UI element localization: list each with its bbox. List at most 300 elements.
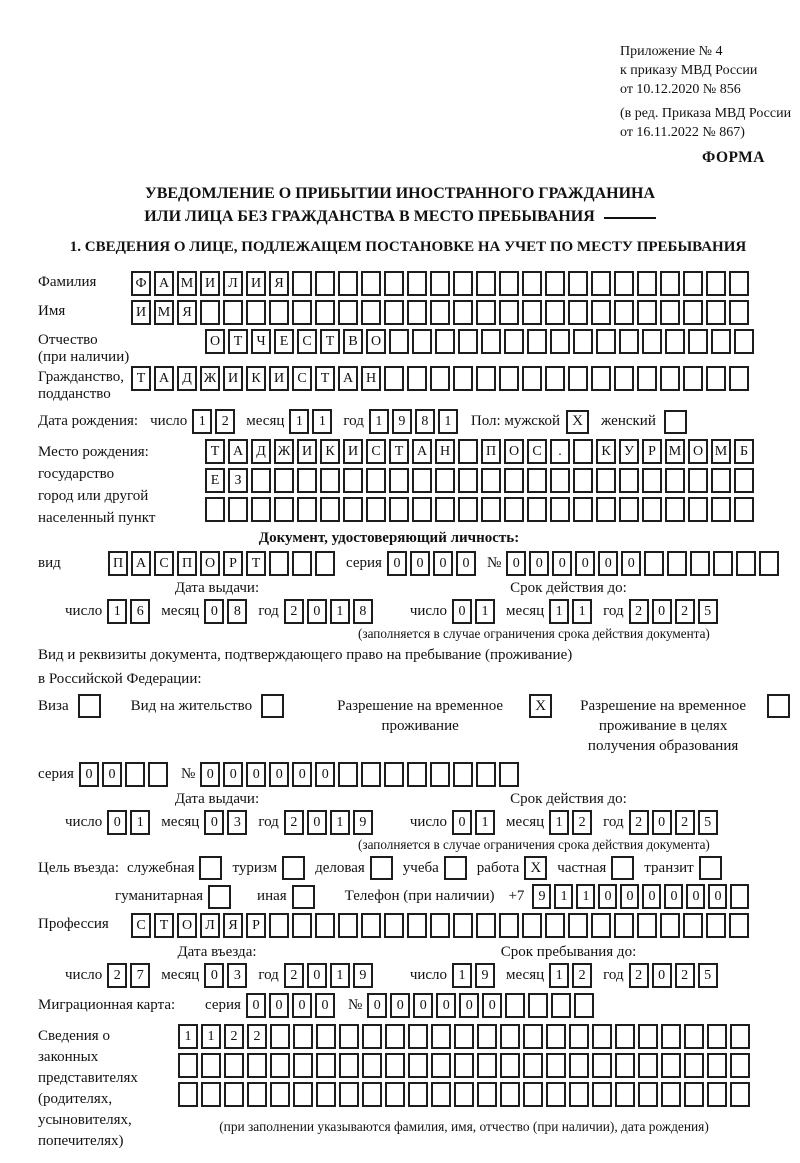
char-cell[interactable]	[569, 1024, 589, 1049]
char-cell[interactable]	[269, 300, 289, 325]
char-cell[interactable]	[707, 1053, 727, 1078]
char-cell[interactable]: 0	[456, 551, 476, 576]
char-cell[interactable]: М	[711, 439, 731, 464]
char-cell[interactable]	[269, 913, 289, 938]
char-cell[interactable]: К	[320, 439, 340, 464]
char-cell[interactable]	[477, 1082, 497, 1107]
char-cell[interactable]: Ч	[251, 329, 271, 354]
char-cell[interactable]	[293, 1082, 313, 1107]
char-cell[interactable]: Т	[246, 551, 266, 576]
char-cell[interactable]: А	[338, 366, 358, 391]
char-cell[interactable]: 0	[246, 762, 266, 787]
char-cell[interactable]	[453, 913, 473, 938]
char-cell[interactable]	[660, 913, 680, 938]
char-cell[interactable]	[569, 1082, 589, 1107]
char-cell[interactable]	[412, 329, 432, 354]
char-cell[interactable]	[407, 300, 427, 325]
char-cell[interactable]	[431, 1053, 451, 1078]
char-cell[interactable]	[637, 913, 657, 938]
char-cell[interactable]: 1	[475, 810, 495, 835]
char-cell[interactable]: 2	[675, 810, 695, 835]
char-cell[interactable]	[458, 468, 478, 493]
char-cell[interactable]: 1	[576, 884, 595, 909]
char-cell[interactable]	[362, 1053, 382, 1078]
char-cell[interactable]	[366, 468, 386, 493]
char-cell[interactable]: 0	[367, 993, 387, 1018]
char-cell[interactable]: 0	[307, 810, 327, 835]
char-cell[interactable]	[338, 271, 358, 296]
char-cell[interactable]: Н	[435, 439, 455, 464]
purpose-transit-checkbox[interactable]	[699, 856, 722, 880]
char-cell[interactable]: Я	[269, 271, 289, 296]
char-cell[interactable]	[527, 468, 547, 493]
char-cell[interactable]	[454, 1082, 474, 1107]
char-cell[interactable]	[361, 271, 381, 296]
char-cell[interactable]	[711, 329, 731, 354]
char-cell[interactable]	[523, 1082, 543, 1107]
char-cell[interactable]: 9	[475, 963, 495, 988]
char-cell[interactable]	[729, 271, 749, 296]
char-cell[interactable]: 0	[433, 551, 453, 576]
char-cell[interactable]	[545, 300, 565, 325]
char-cell[interactable]	[384, 913, 404, 938]
char-cell[interactable]	[458, 497, 478, 522]
char-cell[interactable]: М	[665, 439, 685, 464]
char-cell[interactable]: Н	[361, 366, 381, 391]
char-cell[interactable]: 9	[532, 884, 551, 909]
char-cell[interactable]	[500, 1053, 520, 1078]
char-cell[interactable]: О	[688, 439, 708, 464]
char-cell[interactable]: 0	[652, 599, 672, 624]
char-cell[interactable]: Л	[200, 913, 220, 938]
char-cell[interactable]	[362, 1082, 382, 1107]
char-cell[interactable]: И	[343, 439, 363, 464]
char-cell[interactable]: 2	[629, 599, 649, 624]
char-cell[interactable]	[412, 468, 432, 493]
char-cell[interactable]	[637, 366, 657, 391]
char-cell[interactable]	[638, 1024, 658, 1049]
char-cell[interactable]	[292, 300, 312, 325]
char-cell[interactable]	[453, 762, 473, 787]
char-cell[interactable]: 0	[307, 963, 327, 988]
char-cell[interactable]	[385, 1082, 405, 1107]
char-cell[interactable]	[453, 366, 473, 391]
char-cell[interactable]	[729, 300, 749, 325]
char-cell[interactable]	[343, 468, 363, 493]
char-cell[interactable]	[711, 468, 731, 493]
char-cell[interactable]: О	[504, 439, 524, 464]
char-cell[interactable]	[453, 300, 473, 325]
char-cell[interactable]: 7	[130, 963, 150, 988]
char-cell[interactable]	[550, 468, 570, 493]
char-cell[interactable]	[573, 439, 593, 464]
char-cell[interactable]: 0	[708, 884, 727, 909]
char-cell[interactable]	[269, 551, 289, 576]
char-cell[interactable]: О	[177, 913, 197, 938]
char-cell[interactable]	[407, 762, 427, 787]
char-cell[interactable]	[713, 551, 733, 576]
char-cell[interactable]: 1	[192, 409, 212, 434]
char-cell[interactable]	[178, 1053, 198, 1078]
char-cell[interactable]: Д	[177, 366, 197, 391]
char-cell[interactable]	[614, 300, 634, 325]
char-cell[interactable]	[270, 1082, 290, 1107]
char-cell[interactable]: Я	[223, 913, 243, 938]
char-cell[interactable]	[320, 468, 340, 493]
char-cell[interactable]: 1	[475, 599, 495, 624]
char-cell[interactable]: 1	[312, 409, 332, 434]
char-cell[interactable]: 1	[289, 409, 309, 434]
char-cell[interactable]: 2	[247, 1024, 267, 1049]
char-cell[interactable]	[315, 551, 335, 576]
char-cell[interactable]	[707, 1082, 727, 1107]
char-cell[interactable]	[477, 1024, 497, 1049]
char-cell[interactable]	[293, 1053, 313, 1078]
char-cell[interactable]	[251, 468, 271, 493]
char-cell[interactable]: 1	[330, 810, 350, 835]
char-cell[interactable]	[148, 762, 168, 787]
char-cell[interactable]	[729, 366, 749, 391]
char-cell[interactable]: Т	[389, 439, 409, 464]
char-cell[interactable]: 0	[269, 993, 289, 1018]
char-cell[interactable]: 0	[459, 993, 479, 1018]
char-cell[interactable]	[642, 329, 662, 354]
char-cell[interactable]	[759, 551, 779, 576]
char-cell[interactable]	[431, 1082, 451, 1107]
purpose-private-checkbox[interactable]	[611, 856, 634, 880]
char-cell[interactable]: 1	[452, 963, 472, 988]
visa-checkbox[interactable]	[78, 694, 101, 718]
char-cell[interactable]	[315, 913, 335, 938]
char-cell[interactable]	[338, 762, 358, 787]
char-cell[interactable]	[407, 271, 427, 296]
char-cell[interactable]	[591, 300, 611, 325]
char-cell[interactable]: 2	[629, 963, 649, 988]
purpose-humanitarian-checkbox[interactable]	[208, 885, 231, 909]
char-cell[interactable]: С	[527, 439, 547, 464]
char-cell[interactable]: 1	[549, 810, 569, 835]
char-cell[interactable]: 1	[549, 963, 569, 988]
char-cell[interactable]: И	[297, 439, 317, 464]
char-cell[interactable]	[454, 1024, 474, 1049]
char-cell[interactable]	[315, 271, 335, 296]
char-cell[interactable]	[665, 497, 685, 522]
purpose-tourism-checkbox[interactable]	[282, 856, 305, 880]
char-cell[interactable]: И	[200, 271, 220, 296]
char-cell[interactable]	[661, 1082, 681, 1107]
char-cell[interactable]: 0	[552, 551, 572, 576]
char-cell[interactable]: Л	[223, 271, 243, 296]
char-cell[interactable]: 0	[107, 810, 127, 835]
char-cell[interactable]	[453, 271, 473, 296]
char-cell[interactable]	[200, 300, 220, 325]
char-cell[interactable]	[711, 497, 731, 522]
char-cell[interactable]: Ж	[200, 366, 220, 391]
char-cell[interactable]	[730, 1082, 750, 1107]
purpose-business-checkbox[interactable]	[370, 856, 393, 880]
char-cell[interactable]: Е	[205, 468, 225, 493]
char-cell[interactable]	[615, 1053, 635, 1078]
char-cell[interactable]	[546, 1053, 566, 1078]
char-cell[interactable]	[596, 329, 616, 354]
char-cell[interactable]	[568, 271, 588, 296]
char-cell[interactable]	[316, 1024, 336, 1049]
char-cell[interactable]: 0	[204, 963, 224, 988]
char-cell[interactable]	[339, 1053, 359, 1078]
char-cell[interactable]: 0	[652, 810, 672, 835]
char-cell[interactable]	[527, 497, 547, 522]
char-cell[interactable]	[660, 271, 680, 296]
char-cell[interactable]	[665, 468, 685, 493]
char-cell[interactable]: 0	[620, 884, 639, 909]
char-cell[interactable]: 0	[652, 963, 672, 988]
char-cell[interactable]	[592, 1024, 612, 1049]
char-cell[interactable]	[385, 1024, 405, 1049]
char-cell[interactable]	[734, 329, 754, 354]
purpose-study-checkbox[interactable]	[444, 856, 467, 880]
char-cell[interactable]	[707, 1024, 727, 1049]
temp-residence-checkbox[interactable]: X	[529, 694, 552, 718]
char-cell[interactable]	[339, 1082, 359, 1107]
char-cell[interactable]	[596, 497, 616, 522]
char-cell[interactable]: М	[177, 271, 197, 296]
char-cell[interactable]: 9	[353, 963, 373, 988]
char-cell[interactable]: С	[292, 366, 312, 391]
char-cell[interactable]: 1	[438, 409, 458, 434]
char-cell[interactable]	[683, 271, 703, 296]
char-cell[interactable]: 1	[549, 599, 569, 624]
char-cell[interactable]	[504, 468, 524, 493]
char-cell[interactable]: 0	[452, 810, 472, 835]
char-cell[interactable]	[706, 913, 726, 938]
char-cell[interactable]: Т	[154, 913, 174, 938]
char-cell[interactable]: 1	[330, 963, 350, 988]
char-cell[interactable]	[706, 271, 726, 296]
char-cell[interactable]: 2	[215, 409, 235, 434]
char-cell[interactable]	[527, 329, 547, 354]
char-cell[interactable]	[430, 913, 450, 938]
char-cell[interactable]	[730, 1024, 750, 1049]
char-cell[interactable]: Т	[320, 329, 340, 354]
char-cell[interactable]: 6	[130, 599, 150, 624]
char-cell[interactable]: 0	[390, 993, 410, 1018]
char-cell[interactable]: С	[154, 551, 174, 576]
char-cell[interactable]: Р	[223, 551, 243, 576]
char-cell[interactable]	[734, 468, 754, 493]
char-cell[interactable]: 5	[698, 810, 718, 835]
char-cell[interactable]	[684, 1024, 704, 1049]
char-cell[interactable]: 0	[200, 762, 220, 787]
char-cell[interactable]	[637, 300, 657, 325]
char-cell[interactable]	[476, 300, 496, 325]
char-cell[interactable]	[292, 551, 312, 576]
char-cell[interactable]: 2	[284, 599, 304, 624]
char-cell[interactable]	[476, 913, 496, 938]
char-cell[interactable]: Д	[251, 439, 271, 464]
char-cell[interactable]	[384, 300, 404, 325]
char-cell[interactable]	[385, 1053, 405, 1078]
char-cell[interactable]: 0	[79, 762, 99, 787]
char-cell[interactable]: А	[412, 439, 432, 464]
purpose-work-checkbox[interactable]: X	[524, 856, 547, 880]
char-cell[interactable]: 1	[330, 599, 350, 624]
gender-female-checkbox[interactable]	[664, 410, 687, 434]
char-cell[interactable]: 0	[246, 993, 266, 1018]
char-cell[interactable]: 2	[284, 810, 304, 835]
char-cell[interactable]	[688, 497, 708, 522]
char-cell[interactable]	[522, 300, 542, 325]
char-cell[interactable]: Я	[177, 300, 197, 325]
char-cell[interactable]: В	[343, 329, 363, 354]
char-cell[interactable]	[481, 329, 501, 354]
char-cell[interactable]	[412, 497, 432, 522]
char-cell[interactable]	[568, 913, 588, 938]
char-cell[interactable]: П	[177, 551, 197, 576]
char-cell[interactable]	[435, 329, 455, 354]
char-cell[interactable]	[644, 551, 664, 576]
char-cell[interactable]: 0	[686, 884, 705, 909]
char-cell[interactable]	[362, 1024, 382, 1049]
char-cell[interactable]	[574, 993, 594, 1018]
char-cell[interactable]: 2	[675, 599, 695, 624]
char-cell[interactable]	[638, 1082, 658, 1107]
char-cell[interactable]	[614, 366, 634, 391]
char-cell[interactable]: 0	[413, 993, 433, 1018]
char-cell[interactable]	[638, 1053, 658, 1078]
char-cell[interactable]: 0	[506, 551, 526, 576]
char-cell[interactable]	[730, 884, 749, 909]
char-cell[interactable]	[591, 366, 611, 391]
char-cell[interactable]	[481, 468, 501, 493]
char-cell[interactable]: О	[366, 329, 386, 354]
char-cell[interactable]	[201, 1053, 221, 1078]
char-cell[interactable]: Р	[642, 439, 662, 464]
char-cell[interactable]	[408, 1082, 428, 1107]
char-cell[interactable]: 0	[621, 551, 641, 576]
char-cell[interactable]	[683, 366, 703, 391]
char-cell[interactable]	[546, 1082, 566, 1107]
char-cell[interactable]: Т	[205, 439, 225, 464]
char-cell[interactable]: 0	[642, 884, 661, 909]
char-cell[interactable]	[201, 1082, 221, 1107]
char-cell[interactable]	[661, 1053, 681, 1078]
char-cell[interactable]	[637, 271, 657, 296]
char-cell[interactable]	[523, 1053, 543, 1078]
char-cell[interactable]	[522, 913, 542, 938]
char-cell[interactable]	[619, 468, 639, 493]
char-cell[interactable]	[499, 366, 519, 391]
char-cell[interactable]	[573, 468, 593, 493]
char-cell[interactable]	[504, 497, 524, 522]
char-cell[interactable]	[338, 300, 358, 325]
char-cell[interactable]: 8	[227, 599, 247, 624]
char-cell[interactable]	[642, 497, 662, 522]
char-cell[interactable]: 0	[598, 551, 618, 576]
char-cell[interactable]: Б	[734, 439, 754, 464]
purpose-official-checkbox[interactable]	[199, 856, 222, 880]
char-cell[interactable]: Т	[228, 329, 248, 354]
char-cell[interactable]: Т	[131, 366, 151, 391]
char-cell[interactable]	[545, 913, 565, 938]
char-cell[interactable]	[297, 497, 317, 522]
char-cell[interactable]	[430, 300, 450, 325]
char-cell[interactable]: 9	[353, 810, 373, 835]
char-cell[interactable]	[660, 366, 680, 391]
char-cell[interactable]	[684, 1082, 704, 1107]
char-cell[interactable]: С	[366, 439, 386, 464]
char-cell[interactable]	[642, 468, 662, 493]
char-cell[interactable]	[619, 497, 639, 522]
char-cell[interactable]	[523, 1024, 543, 1049]
char-cell[interactable]: 0	[452, 599, 472, 624]
char-cell[interactable]: 0	[223, 762, 243, 787]
char-cell[interactable]	[667, 551, 687, 576]
char-cell[interactable]: 2	[675, 963, 695, 988]
char-cell[interactable]: 1	[107, 599, 127, 624]
char-cell[interactable]	[292, 271, 312, 296]
char-cell[interactable]: У	[619, 439, 639, 464]
char-cell[interactable]: 1	[369, 409, 389, 434]
char-cell[interactable]: Ж	[274, 439, 294, 464]
char-cell[interactable]: П	[481, 439, 501, 464]
char-cell[interactable]	[274, 468, 294, 493]
char-cell[interactable]	[477, 1053, 497, 1078]
char-cell[interactable]	[389, 497, 409, 522]
char-cell[interactable]	[528, 993, 548, 1018]
char-cell[interactable]	[545, 366, 565, 391]
char-cell[interactable]	[361, 300, 381, 325]
char-cell[interactable]	[550, 497, 570, 522]
char-cell[interactable]: 0	[315, 762, 335, 787]
char-cell[interactable]	[665, 329, 685, 354]
char-cell[interactable]: 5	[698, 599, 718, 624]
char-cell[interactable]	[615, 1024, 635, 1049]
char-cell[interactable]: 0	[315, 993, 335, 1018]
char-cell[interactable]: Ф	[131, 271, 151, 296]
char-cell[interactable]	[343, 497, 363, 522]
char-cell[interactable]: .	[550, 439, 570, 464]
char-cell[interactable]	[551, 993, 571, 1018]
char-cell[interactable]	[568, 300, 588, 325]
char-cell[interactable]: И	[223, 366, 243, 391]
char-cell[interactable]	[729, 913, 749, 938]
char-cell[interactable]: 8	[415, 409, 435, 434]
char-cell[interactable]	[384, 762, 404, 787]
char-cell[interactable]	[481, 497, 501, 522]
char-cell[interactable]: П	[108, 551, 128, 576]
char-cell[interactable]	[430, 366, 450, 391]
char-cell[interactable]: 2	[572, 810, 592, 835]
char-cell[interactable]	[591, 913, 611, 938]
char-cell[interactable]	[684, 1053, 704, 1078]
char-cell[interactable]	[384, 271, 404, 296]
char-cell[interactable]: 0	[307, 599, 327, 624]
char-cell[interactable]	[430, 271, 450, 296]
char-cell[interactable]: 0	[482, 993, 502, 1018]
char-cell[interactable]: И	[246, 271, 266, 296]
char-cell[interactable]	[591, 271, 611, 296]
char-cell[interactable]	[125, 762, 145, 787]
char-cell[interactable]	[320, 497, 340, 522]
char-cell[interactable]	[454, 1053, 474, 1078]
char-cell[interactable]	[683, 913, 703, 938]
residence-permit-checkbox[interactable]	[261, 694, 284, 718]
char-cell[interactable]	[458, 329, 478, 354]
char-cell[interactable]: 8	[353, 599, 373, 624]
char-cell[interactable]: С	[131, 913, 151, 938]
char-cell[interactable]: 0	[410, 551, 430, 576]
char-cell[interactable]	[499, 762, 519, 787]
